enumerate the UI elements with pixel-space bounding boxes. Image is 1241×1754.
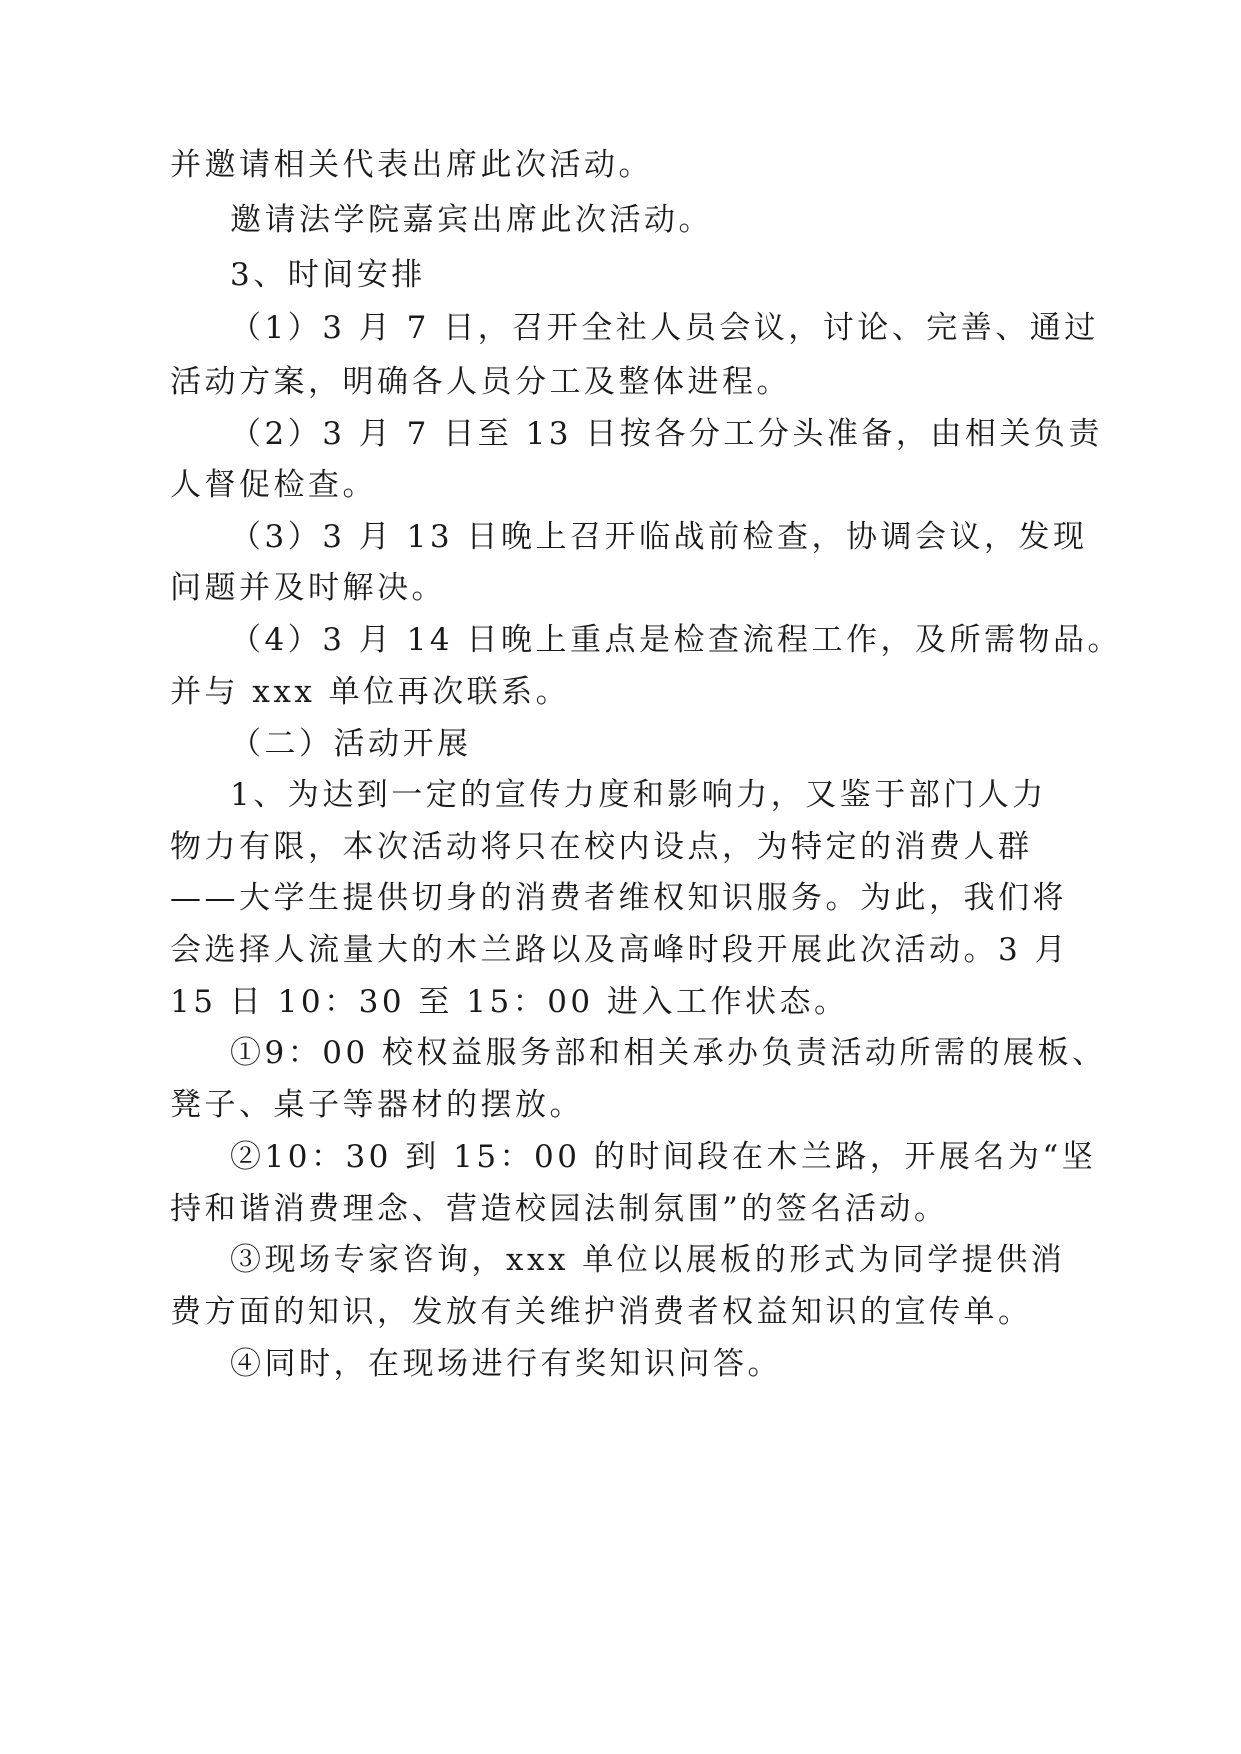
paragraph-line: 人督促检查。	[170, 467, 377, 503]
paragraph-line: ②10：30 到 15：00 的时间段在木兰路，开展名为“坚	[230, 1139, 1097, 1175]
paragraph-line: 活动方案，明确各人员分工及整体进程。	[170, 364, 791, 400]
paragraph-line: 凳子、桌子等器材的摆放。	[170, 1087, 584, 1123]
section-heading: 3、时间安排	[230, 257, 426, 293]
paragraph-line: ①9：00 校权益服务部和相关承办负责活动所需的展板、	[230, 1035, 1107, 1071]
paragraph-line: 问题并及时解决。	[170, 570, 446, 606]
paragraph-line: 并与 xxx 单位再次联系。	[170, 674, 571, 710]
paragraph-line: ③现场专家咨询，xxx 单位以展板的形式为同学提供消	[230, 1242, 1066, 1278]
paragraph-line: ④同时，在现场进行有奖知识问答。	[230, 1346, 782, 1382]
section-heading: （二）活动开展	[230, 726, 472, 762]
paragraph-line: ——大学生提供切身的消费者维权知识服务。为此，我们将	[170, 880, 1067, 916]
paragraph-line: 1、为达到一定的宣传力度和影响力，又鉴于部门人力	[230, 777, 1047, 813]
paragraph-line: 会选择人流量大的木兰路以及高峰时段开展此次活动。3 月	[170, 932, 1070, 968]
paragraph-line: （2）3 月 7 日至 13 日按各分工分头准备，由相关负责	[230, 416, 1103, 452]
paragraph-line: （1）3 月 7 日，召开全社人员会议，讨论、完善、通过	[230, 310, 1099, 346]
paragraph-line: （3）3 月 13 日晚上召开临战前检查，协调会议，发现	[230, 519, 1088, 555]
paragraph-line: 持和谐消费理念、营造校园法制氛围”的签名活动。	[170, 1191, 949, 1227]
paragraph-line: 物力有限，本次活动将只在校内设点，为特定的消费人群	[170, 829, 1033, 865]
paragraph-line: 邀请法学院嘉宾出席此次活动。	[230, 202, 713, 238]
paragraph-line: 并邀请相关代表出席此次活动。	[170, 147, 653, 183]
paragraph-line: 费方面的知识，发放有关维护消费者权益知识的宣传单。	[170, 1294, 1033, 1330]
paragraph-line: （4）3 月 14 日晚上重点是检查流程工作，及所需物品。	[230, 622, 1122, 658]
paragraph-line: 15 日 10：30 至 15：00 进入工作状态。	[170, 984, 849, 1020]
